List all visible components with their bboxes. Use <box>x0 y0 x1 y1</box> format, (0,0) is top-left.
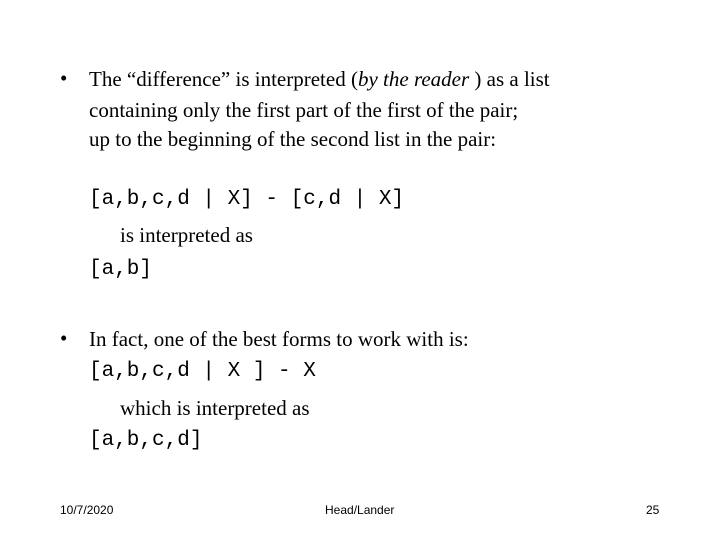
bullet-1-line-2: containing only the first part of the first of the pair; <box>89 98 519 122</box>
bullet-1-line-3: up to the beginning of the second list in the pair: <box>89 127 497 151</box>
bullet-1-post: ) as a list <box>474 67 550 91</box>
example-1-code: [a,b,c,d | X] - [c,d | X] <box>89 188 405 211</box>
example-2-code: [a,b,c,d | X ] - X <box>89 360 316 383</box>
example-1-result: [a,b] <box>89 258 153 281</box>
bullet-1-emphasis: by the reader <box>357 67 475 91</box>
footer-author: Head/Lander <box>325 503 395 517</box>
example-2-result: [a,b,c,d] <box>89 429 203 452</box>
footer-page-number: 25 <box>646 503 660 517</box>
bullet-1-line-1 <box>89 66 550 92</box>
example-2-interpretation: which is interpreted as <box>120 396 310 420</box>
bullet-marker: • <box>60 66 68 90</box>
example-1-interpretation: is interpreted as <box>120 223 253 247</box>
bullet-2-text: In fact, one of the best forms to work with is: <box>89 327 469 351</box>
bullet-1-pre: The “difference” is interpreted ( <box>89 67 358 91</box>
footer-date: 10/7/2020 <box>60 503 114 517</box>
bullet-marker: • <box>60 326 68 350</box>
